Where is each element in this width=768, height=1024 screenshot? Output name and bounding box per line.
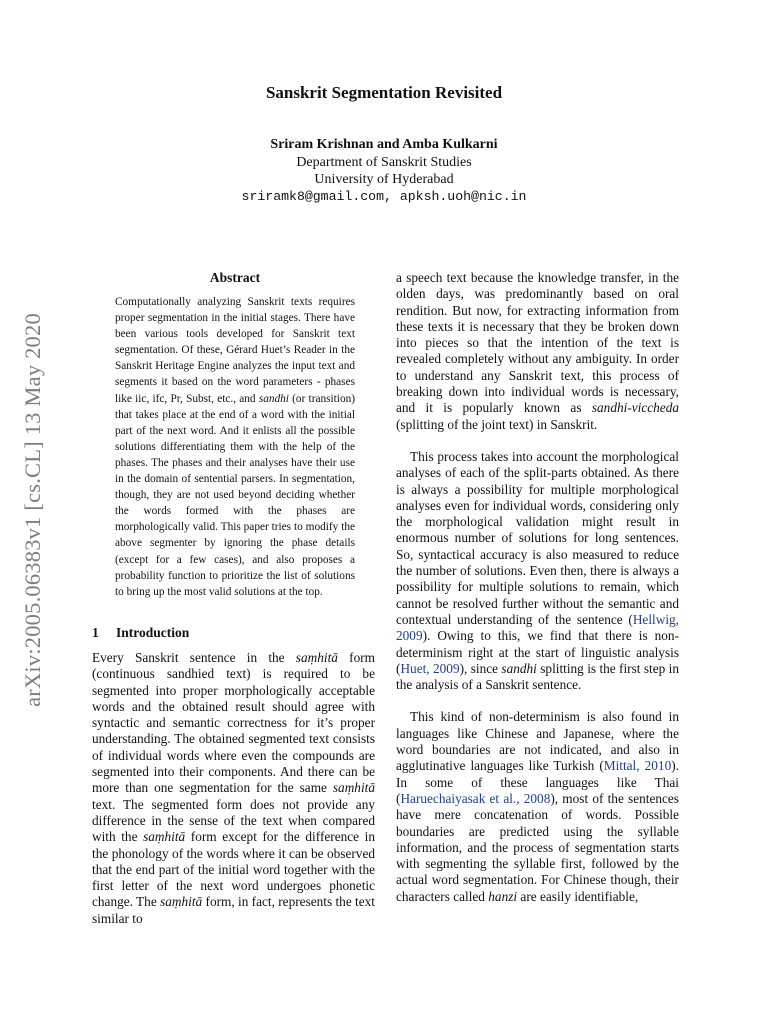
citation-year: 2008 [523, 790, 551, 806]
citation-separator: , [675, 611, 679, 627]
term-samhita: saṃhitā [332, 780, 375, 796]
citation-mittal-2010[interactable] [604, 758, 671, 773]
term-sandhi-viccheda: sandhi-viccheda [591, 400, 679, 416]
text-run: ). Owing to this, we find that there is non-determinism right at the start of linguistic analysis ( [396, 628, 679, 676]
citation-year: 2009 [433, 660, 460, 676]
author-names: Sriram Krishnan and Amba Kulkarni [270, 137, 498, 152]
citation-haruechaiyasak-2008[interactable] [400, 791, 550, 806]
abstract-heading: Abstract [209, 270, 261, 285]
paragraph-speech-text [396, 270, 679, 433]
text-run: form except for the difference in the phonology of the words where it can be observed that the end part of the initial word together with the first letter of the next word undergoes phonetic change. The [92, 829, 375, 910]
arxiv-identifier-stamp: arXiv:2005.06383v1 [cs.CL] 13 May 2020 [20, 313, 45, 707]
text-run: This process takes into account the morphological analyses of each of the split-parts obtained. As there is always a possibility for multiple morphological analyses even for individual words, considering only the morphological validation might result in enormous number of solutions for long sentences. So, syntactical accuracy is also measured to reduce the number of solutions. Even then, there is always a possibility for multiple solutions to remain, which cannot be resolved further without the semantic and contextual understanding of the sentence ( [396, 448, 679, 627]
citation-year: 2009 [396, 628, 423, 644]
term-samhita: saṃhitā [160, 894, 203, 910]
citation-name: Haruechaiyasak et al. [400, 790, 517, 806]
text-run: text. The segmented form does not provide any difference in the sense of the text when compared with the [92, 796, 375, 845]
text-run: This kind of non-determinism is also found in languages like Chinese and Japanese, where the word boundaries are not indicated, and also in agglutinative languages like Turkish ( [396, 709, 679, 774]
citation-separator: , [516, 790, 524, 806]
text-run: Every Sanskrit sentence in the [92, 650, 296, 665]
abstract-text-part: Computationally analyzing Sanskrit texts requires proper segmentation in the initial stages. There have been various tools developed for Sanskrit text segmentation. Of these, Gérard Huet’s Reader in the Sanskrit Heritage Engine analyzes the input text and segments it based on the word parameters - phases like iic, ifc, Pr, Subst, etc., and [115, 296, 355, 405]
text-run: form (continuous sandhied text) is required to be segmented into proper morphologically acceptable words and the obtained result should agree with syntactic and semantic correctness for it’s proper understanding. The obtained segmented text consists of individual words where even the compounds are segmented into their components. And there can be more than one segmentation for the same [92, 650, 375, 796]
section-heading-introduction [92, 625, 189, 641]
citation-separator: , [636, 758, 645, 774]
term-samhita: saṃhitā [143, 829, 186, 845]
term-samhita: saṃhitā [295, 650, 338, 665]
citation-name: Mittal [603, 758, 637, 774]
text-run: ), most of the sentences have mere concatenation of words. Possible boundaries are predicted using the syllable information, and the process of segmentation starts with segmenting the syllable first, followed by the actual word segmentation. For Chinese though, their characters called [396, 790, 679, 904]
text-run: are easily identifiable, [517, 888, 639, 904]
author-emails: sriramk8@gmail.com, apksh.uoh@nic.in [241, 189, 527, 204]
section-number: 1 [92, 625, 99, 640]
right-column [396, 270, 679, 905]
citation-name: Hellwig [632, 611, 676, 627]
intro-paragraph-left [92, 650, 375, 927]
section-title: Introduction [116, 625, 190, 640]
text-run: ). In some of these languages like Thai ( [396, 758, 679, 806]
text-run: (splitting of the joint text) in Sanskrit. [396, 416, 598, 432]
abstract-text-part: (or transition) that takes place at the end of a word with the initial part of the next word. And it enlists all the possible solutions differentiating them with the help of the phases. The phases and their analyses have their use in the domain of sentential parsers. In segmentation, though, they are not used beyond deciding whether the words formed with the phases are morphologically valid. This paper tries to modify the above segmenter by ignoring the phase details (except for a few cases), and also proposes a probability function to prioritize the list of solutions to bring up the most valid solutions at the top. [115, 392, 355, 598]
text-run: form, in fact, represents the text similar to [92, 894, 375, 926]
citation-separator: , [426, 660, 433, 676]
abstract-term-sandhi: sandhi [258, 392, 289, 405]
affiliation-department: Department of Sanskrit Studies [296, 155, 472, 170]
text-run: a speech text because the knowledge transfer, in the olden days, was predominantly based on oral rendition. But now, for extracting information from these texts it is necessary that they be broken down into pieces so that the intention of the text is revealed completely without any ambiguity. In order to understand any Sanskrit text, this process of breaking down into individual words is necessary, and it is popularly known as [396, 270, 679, 416]
paragraph-non-determinism [396, 709, 679, 905]
text-run: ), since [459, 660, 502, 676]
citation-name: Huet [400, 660, 427, 676]
paper-title: Sanskrit Segmentation Revisited [265, 83, 503, 102]
citation-huet-2009[interactable] [400, 661, 459, 676]
text-run: splitting is the first step in the analysis of a Sanskrit sentence. [396, 660, 679, 693]
citation-year: 2010 [644, 758, 672, 774]
affiliation-university: University of Hyderabad [314, 172, 454, 187]
abstract-body [115, 294, 355, 600]
paragraph-morphological-analysis [396, 449, 679, 693]
term-sandhi: sandhi [501, 660, 537, 676]
term-hanzi: hanzi [488, 888, 518, 904]
